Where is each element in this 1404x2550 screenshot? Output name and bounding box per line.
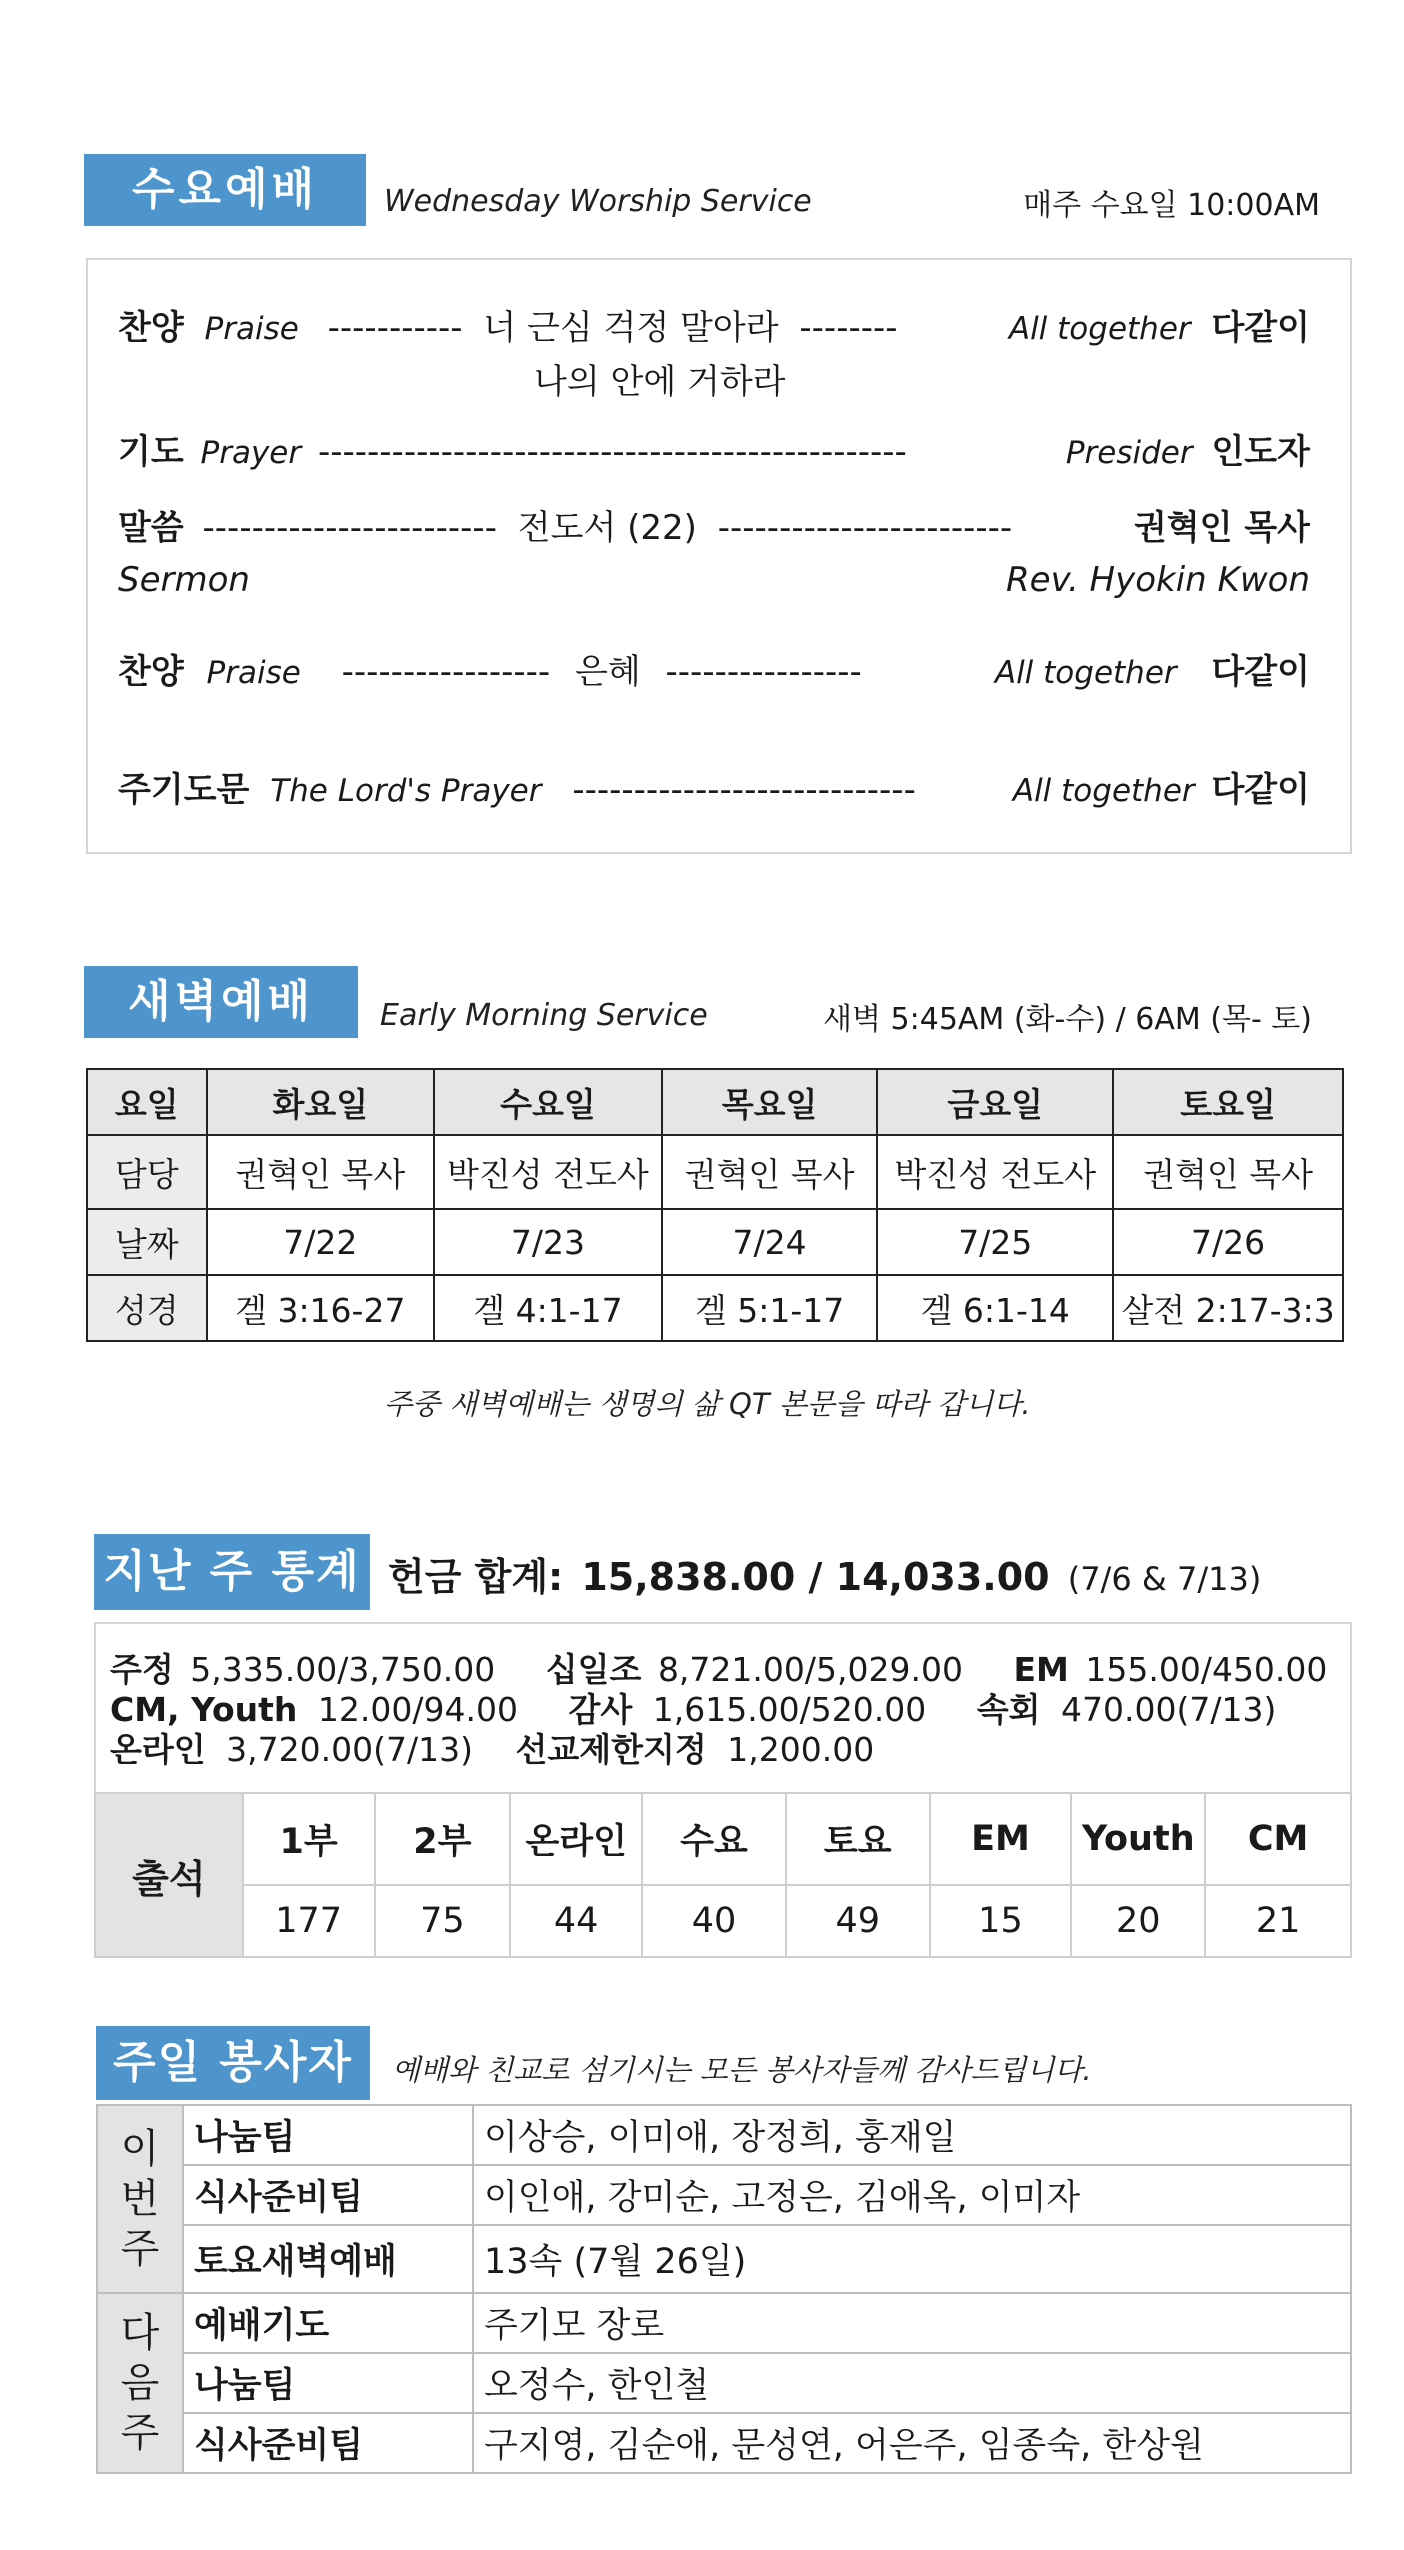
table-cell: 박진성 전도사 — [434, 1135, 662, 1209]
program-leader-en: All together — [1008, 311, 1191, 347]
label-char: 음 — [120, 2360, 160, 2406]
volunteer-role: 나눔팀 — [183, 2105, 473, 2165]
attendance-value: 21 — [1205, 1885, 1351, 1957]
label-char: 주 — [120, 2410, 160, 2456]
table-cell: 권혁인 목사 — [662, 1135, 878, 1209]
dash-leader: ------------------------ — [202, 508, 497, 548]
attendance-value: 177 — [243, 1885, 375, 1957]
wednesday-time: 매주 수요일 10:00AM — [1023, 188, 1320, 223]
wednesday-subtitle: Wednesday Worship Service — [384, 184, 812, 219]
dawn-note: 주중 새벽예배는 생명의 삶 QT 본문을 따라 갑니다. — [384, 1387, 1031, 1421]
table-header-row — [87, 1069, 1343, 1135]
program-leader: 인도자 — [1211, 432, 1310, 472]
offering-total — [388, 1546, 1261, 1601]
offering-value: 15,838.00 / 14,033.00 — [581, 1555, 1050, 1599]
stats-badge: 지난 주 통계 — [94, 1534, 370, 1610]
volunteers-note: 예배와 친교로 섬기시는 모든 봉사자들께 감사드립니다. — [392, 2053, 1092, 2087]
dash-leader: ---------------- — [665, 652, 862, 692]
offering-amount: 1,615.00/520.00 — [652, 1690, 927, 1729]
label-char: 다 — [120, 2310, 160, 2356]
attendance-header: EM — [930, 1793, 1072, 1885]
offering-key: CM, Youth — [110, 1690, 298, 1729]
attendance-header: 수요 — [642, 1793, 786, 1885]
table-row — [97, 2413, 1351, 2473]
table-cell: 성경 — [87, 1275, 207, 1341]
table-cell: 7/22 — [207, 1209, 435, 1275]
program-leader: 다같이 — [1211, 770, 1310, 810]
program-row-praise — [118, 300, 1310, 349]
table-cell: 7/23 — [434, 1209, 662, 1275]
dash-leader: -------- — [799, 308, 898, 348]
volunteer-role: 식사준비팀 — [183, 2413, 473, 2473]
program-row-praise-2 — [118, 644, 1310, 693]
volunteer-names: 주기모 장로 — [473, 2293, 1351, 2353]
table-cell: 권혁인 목사 — [1113, 1135, 1343, 1209]
attendance-header: 1부 — [243, 1793, 375, 1885]
this-week-label — [97, 2105, 183, 2293]
offering-line-3 — [110, 1724, 874, 1771]
attendance-value: 75 — [375, 1885, 511, 1957]
volunteer-role: 토요새벽예배 — [183, 2225, 473, 2293]
table-row — [87, 1209, 1343, 1275]
volunteer-role: 식사준비팀 — [183, 2165, 473, 2225]
offering-label: 헌금 합계: — [388, 1555, 564, 1599]
program-leader-en: Presider — [1065, 435, 1193, 471]
attendance-header: 온라인 — [510, 1793, 642, 1885]
table-row — [97, 2225, 1351, 2293]
volunteer-role: 나눔팀 — [183, 2353, 473, 2413]
attendance-header: CM — [1205, 1793, 1351, 1885]
program-row-sermon — [118, 500, 1310, 549]
program-title-en: Sermon — [118, 560, 250, 600]
dawn-time: 새벽 5:45AM (화-수) / 6AM (목- 토) — [823, 1002, 1312, 1037]
attendance-table — [94, 1792, 1352, 1958]
volunteer-names: 이상승, 이미애, 장정희, 홍재일 — [473, 2105, 1351, 2165]
offering-amount: 3,720.00(7/13) — [226, 1730, 473, 1769]
table-cell: 겔 4:1-17 — [434, 1275, 662, 1341]
table-row — [97, 2165, 1351, 2225]
program-leader: 다같이 — [1211, 652, 1310, 692]
table-header: 화요일 — [207, 1069, 435, 1135]
table-cell: 담당 — [87, 1135, 207, 1209]
table-cell: 날짜 — [87, 1209, 207, 1275]
table-cell: 7/25 — [877, 1209, 1113, 1275]
program-title: 주기도문 — [118, 770, 250, 810]
dash-leader: ------------------------ — [717, 508, 1013, 548]
volunteer-names: 13속 (7월 26일) — [473, 2225, 1351, 2293]
table-row — [87, 1135, 1343, 1209]
program-title: 기도 — [118, 432, 184, 472]
program-title: 찬양 — [118, 308, 184, 348]
program-leader: 권혁인 목사 — [1133, 508, 1310, 548]
program-title-en: Praise — [204, 311, 299, 347]
program-leader-en: All together — [994, 655, 1177, 691]
attendance-value: 44 — [510, 1885, 642, 1957]
attendance-value: 49 — [786, 1885, 930, 1957]
attendance-value: 40 — [642, 1885, 786, 1957]
table-cell: 박진성 전도사 — [877, 1135, 1113, 1209]
table-cell: 7/24 — [662, 1209, 878, 1275]
program-row-sermon-en — [118, 560, 1310, 600]
table-header: 목요일 — [662, 1069, 878, 1135]
program-content-line2: 나의 안에 거하라 — [534, 362, 786, 402]
attendance-header: 2부 — [375, 1793, 511, 1885]
label-char: 이 — [120, 2126, 160, 2172]
offering-key: 온라인 — [110, 1730, 206, 1769]
program-title-en: The Lord's Prayer — [270, 773, 542, 809]
program-content: 너 근심 걱정 말아라 — [483, 308, 779, 348]
dawn-schedule-table — [86, 1068, 1344, 1342]
offering-amount: 1,200.00 — [727, 1730, 875, 1769]
label-char: 주 — [120, 2226, 160, 2272]
program-title: 말씀 — [118, 508, 184, 548]
wednesday-badge: 수요예배 — [84, 154, 366, 226]
table-row — [87, 1275, 1343, 1341]
dash-leader: ---------------------------- — [572, 770, 916, 810]
table-row — [97, 2353, 1351, 2413]
table-row — [97, 2293, 1351, 2353]
attendance-header: Youth — [1071, 1793, 1205, 1885]
offering-key: 선교제한지정 — [515, 1730, 707, 1769]
volunteers-table — [96, 2104, 1352, 2474]
program-content: 은혜 — [575, 652, 641, 692]
offering-amount: 470.00(7/13) — [1061, 1690, 1277, 1729]
program-leader: 다같이 — [1211, 308, 1310, 348]
offering-key: 주정 — [110, 1650, 174, 1689]
dawn-badge: 새벽예배 — [84, 966, 358, 1038]
attendance-header: 토요 — [786, 1793, 930, 1885]
program-title-en: Praise — [206, 655, 301, 691]
offering-amount: 8,721.00/5,029.00 — [657, 1650, 963, 1689]
offering-amount: 12.00/94.00 — [317, 1690, 518, 1729]
table-row — [97, 2105, 1351, 2165]
table-header: 요일 — [87, 1069, 207, 1135]
table-cell: 겔 3:16-27 — [207, 1275, 435, 1341]
table-cell: 겔 6:1-14 — [877, 1275, 1113, 1341]
dash-leader: ------------------------------------------------ — [317, 432, 907, 472]
attendance-label: 출석 — [95, 1793, 243, 1957]
volunteer-names: 오정수, 한인철 — [473, 2353, 1351, 2413]
table-header: 금요일 — [877, 1069, 1113, 1135]
attendance-header-row — [95, 1793, 1351, 1885]
offering-key: 십일조 — [545, 1650, 642, 1689]
program-leader-en: Rev. Hyokin Kwon — [1006, 560, 1310, 600]
volunteer-names: 구지영, 김순애, 문성연, 어은주, 임종숙, 한상원 — [473, 2413, 1351, 2473]
volunteers-badge: 주일 봉사자 — [96, 2026, 370, 2100]
dash-leader: ----------------- — [341, 652, 551, 692]
attendance-value: 15 — [930, 1885, 1072, 1957]
table-cell: 권혁인 목사 — [207, 1135, 435, 1209]
label-char: 번 — [120, 2176, 160, 2222]
offering-dates: (7/6 & 7/13) — [1067, 1560, 1262, 1598]
offering-key: 속회 — [976, 1690, 1041, 1729]
table-header: 토요일 — [1113, 1069, 1343, 1135]
program-row-prayer — [118, 424, 1310, 473]
attendance-value: 20 — [1071, 1885, 1205, 1957]
offering-amount: 155.00/450.00 — [1085, 1650, 1328, 1689]
offering-key: EM — [1013, 1650, 1069, 1689]
offering-key: 감사 — [568, 1690, 633, 1729]
program-title-en: Prayer — [200, 435, 302, 471]
attendance-value-row — [95, 1885, 1351, 1957]
table-header: 수요일 — [434, 1069, 662, 1135]
table-cell: 살전 2:17-3:3 — [1113, 1275, 1343, 1341]
table-cell: 7/26 — [1113, 1209, 1343, 1275]
volunteer-names: 이인애, 강미순, 고정은, 김애옥, 이미자 — [473, 2165, 1351, 2225]
dash-leader: ----------- — [327, 308, 463, 348]
program-leader-en: All together — [1012, 773, 1195, 809]
program-title: 찬양 — [118, 652, 184, 692]
dawn-subtitle: Early Morning Service — [380, 998, 708, 1033]
offering-amount: 5,335.00/3,750.00 — [190, 1650, 496, 1689]
next-week-label — [97, 2293, 183, 2473]
volunteer-role: 예배기도 — [183, 2293, 473, 2353]
table-cell: 겔 5:1-17 — [662, 1275, 878, 1341]
program-row-lords-prayer — [118, 762, 1310, 811]
program-content: 전도서 (22) — [517, 508, 697, 548]
